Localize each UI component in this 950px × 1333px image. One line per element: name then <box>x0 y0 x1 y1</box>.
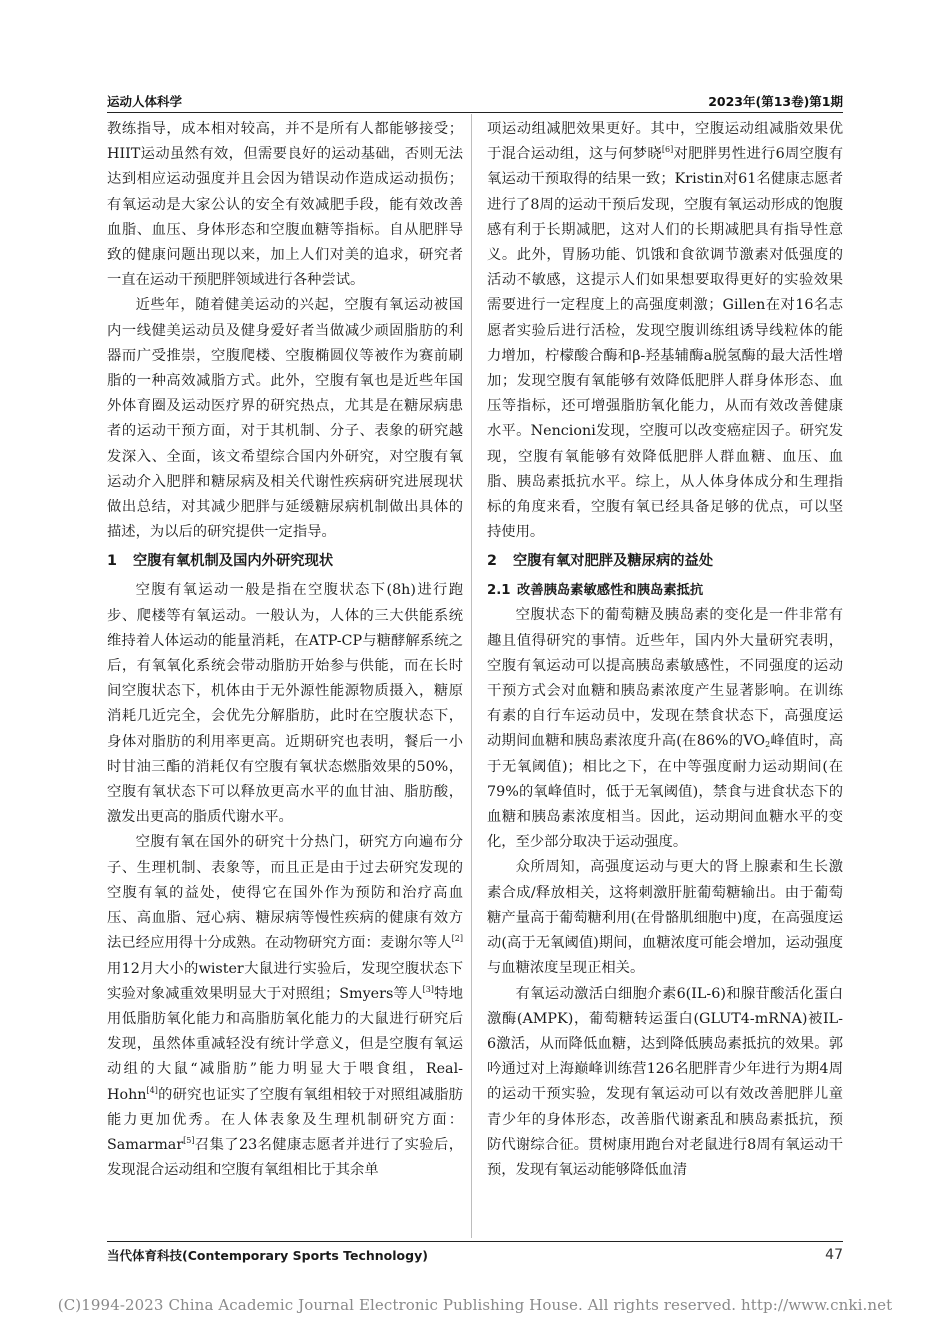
footer-rule <box>107 1241 843 1242</box>
section-title: 空腹有氧机制及国内外研究现状 <box>133 553 334 570</box>
text-run: 的研究也证实了空腹有氧组相较于对照组减脂肪能力更加优秀。在人体表象及生理机制研究方面：Samarmar <box>107 1086 463 1153</box>
text-run: 空腹有氧在国外的研究十分热门，研究方向遍布分子、生理机制、表象等，而且正是由于过去研究发现的空腹有氧的益处，使得它在国外作为预防和治疗高血压、高血脂、冠心病、糖尿病等慢性疾病的健康有效方法已经应用得十分成熟。在动物研究方面：麦谢尔等人 <box>107 834 463 952</box>
text-run: 召集了23名健康志愿者并进行了实验后，发现混合运动组和空腹有氧组相比于其余单 <box>107 1136 463 1179</box>
paragraph: 空腹有氧运动一般是指在空腹状态下(8h)进行跑步、爬楼等有氧运动。一般认为，人体的三大供能系统维持着人体运动的能量消耗，在ATP-CP与糖酵解系统之后，有氧氧化系统会带动脂肪开始参与供能，而在长时间空腹状态下，机体由于无外源性能源物质摄入，糖原消耗几近完全，会优先分解脂肪，此时在空腹状态下，身体对脂肪的利用率更高。近期研究也表明，餐后一小时甘油三酯的消耗仅有空腹有氧状态燃脂效果的50%，空腹有氧状态下可以释放更高水平的血甘油、脂肪酸，激发出更高的脂质代谢水平。 <box>107 582 463 826</box>
paragraph <box>487 603 843 855</box>
section-title: 空腹有氧对肥胖及糖尿病的益处 <box>513 553 714 570</box>
text-run: 特地用低脂肪氧化能力和高脂肪氧化能力的大鼠进行研究后发现，虽然体重减轻没有统计学意义，但是空腹有氧运动组的大鼠“减脂肪”能力明显大于喂食组，Real-Hohn <box>107 985 463 1103</box>
copyright-notice: (C)1994-2023 China Academic Journal Electronic Publishing House. All rights reserved. http://www.cnki.net <box>57 1296 893 1314</box>
paragraph <box>487 117 843 545</box>
journal-name: 当代体育科技(Contemporary Sports Technology) <box>107 1248 428 1263</box>
paragraph: 教练指导，成本相对较高，并不是所有人都能够接受；HIIT运动虽然有效，但需要良好的运动基础，否则无法达到相应运动强度并且会因为错误动作造成运动损伤；有氧运动是大家公认的安全有效减肥手段，能有效改善血脂、血压、身体形态和空腹血糖等指标。自从肥胖导致的健康问题出现以来，加上人们对美的追求，研究者一直在运动干预肥胖领域进行各种尝试。 <box>107 121 463 289</box>
page-number: 47 <box>825 1247 843 1263</box>
citation-ref[interactable]: [3] <box>422 984 434 994</box>
footer <box>107 1244 843 1266</box>
text-run: 对肥胖男性进行6周空腹有氧运动干预取得的结果一致；Kristin对61名健康志愿者进行了8周的运动干预后发现，空腹有氧运动形成的饱腹感有利于长期减肥，这对人们的长期减肥具有指导性意义。此外，胃肠功能、饥饿和食欲调节激素对低强度的活动不敏感，这提示人们如果想要取得更好的实验效果需要进行一定程度上的高强度刺激；Gillen在对16名志愿者实验后进行活检，发现空腹训练组诱导线粒体的能力增加，柠檬酸合酶和β-羟基辅酶a脱氢酶的最大活性增加；发现空腹有氧能够有效降低肥胖人群身体形态、血压等指标，还可增强脂肪氧化能力，从而有效改善健康水平。Nencioni发现，空腹可以改变癌症因子。研究发现，空腹有氧能够有效降低肥胖人群血糖、血压、血脂、胰岛素抵抗水平。综上，从人体身体成分和生理指标的角度来看，空腹有氧已经具备足够的优点，可以坚持使用。 <box>487 146 843 541</box>
right-column <box>487 117 843 1183</box>
subsection-heading-2-1 <box>487 578 843 603</box>
text-run: 峰值时，高于无氧阈值)；相比之下，在中等强度耐力运动期间(在79%的氧峰值时，低于无氧阈值)，禁食与进食状态下的血糖和胰岛素浓度相当。因此，运动期间血糖水平的变化，至少部分取决于运动强度。 <box>487 733 843 851</box>
subsection-number: 2.1 <box>487 583 511 599</box>
citation-ref[interactable]: [4] <box>146 1085 158 1095</box>
paragraph: 有氧运动激活白细胞介素6(IL-6)和腺苷酸活化蛋白激酶(AMPK)，葡萄糖转运蛋白(GLUT4-mRNA)被IL-6激活，从而降低血糖，达到降低胰岛素抵抗的效果。郭吟通过对上海巅峰训练营126名肥胖青少年进行为期4周的运动干预实验，发现有氧运动可以有效改善肥胖儿童青少年的身体形态，改善脂代谢紊乱和胰岛素抵抗，预防代谢综合征。贯树康用跑台对老鼠进行8周有氧运动干预，发现有氧运动能够降低血清 <box>487 985 843 1178</box>
citation-ref[interactable]: [6] <box>661 145 674 155</box>
subscript: 2 <box>765 740 771 750</box>
citation-ref[interactable]: [2] <box>451 934 463 944</box>
section-number: 2 <box>487 553 497 570</box>
section-heading-1 <box>107 549 463 574</box>
header-rule <box>107 112 843 113</box>
section-number: 1 <box>107 553 117 570</box>
text-run: 空腹状态下的葡萄糖及胰岛素的变化是一件非常有趣且值得研究的事情。近些年，国内外大量研究表明，空腹有氧运动可以提高胰岛素敏感性，不同强度的运动干预方式会对血糖和胰岛素浓度产生显著影响。在训练有素的自行车运动员中，发现在禁食状态下，高强度运动期间血糖和胰岛素浓度升高(在86%的VO <box>487 607 843 750</box>
paragraph <box>107 830 463 1183</box>
issue-info: 2023年(第13卷)第1期 <box>708 94 843 109</box>
subsection-title: 改善胰岛素敏感性和胰岛素抵抗 <box>517 583 704 599</box>
paragraph: 众所周知，高强度运动与更大的肾上腺素和生长激素合成/释放相关，这将刺激肝脏葡萄糖输出。由于葡萄糖产量高于葡萄糖利用(在骨骼肌细胞中)度，在高强度运动(高于无氧阈值)期间，血糖浓度可能会增加，运动强度与血糖浓度呈现正相关。 <box>487 859 843 977</box>
paragraph: 近些年，随着健美运动的兴起，空腹有氧运动被国内一线健美运动员及健身爱好者当做减少顽固脂肪的利器而广受推崇，空腹爬楼、空腹椭圆仪等被作为赛前刷脂的一种高效减脂方式。此外，空腹有氧也是近些年国外体育圈及运动医疗界的研究热点，尤其是在糖尿病患者的运动干预方面，对于其机制、分子、表象的研究越发深入、全面，该文希望综合国内外研究，对空腹有氧运动介入肥胖和糖尿病及相关代谢性疾病研究进展现状做出总结，对其减少肥胖与延缓糖尿病机制做出具体的描述，为以后的研究提供一定指导。 <box>107 297 463 541</box>
citation-ref[interactable]: [5] <box>183 1135 195 1145</box>
text-run: 用12月大小的wister大鼠进行实验后，发现空腹状态下实验对象减重效果明显大于对照组；Smyers等人 <box>107 960 463 1002</box>
journal-section-title: 运动人体科学 <box>107 94 183 109</box>
column-divider <box>471 114 472 1238</box>
running-head <box>107 88 843 110</box>
section-heading-2 <box>487 549 843 574</box>
left-column <box>107 117 463 1183</box>
text-run: 项运动组减肥效果更好。其中，空腹运动组减脂效果优于混合运动组，这与何梦晓 <box>487 121 843 163</box>
